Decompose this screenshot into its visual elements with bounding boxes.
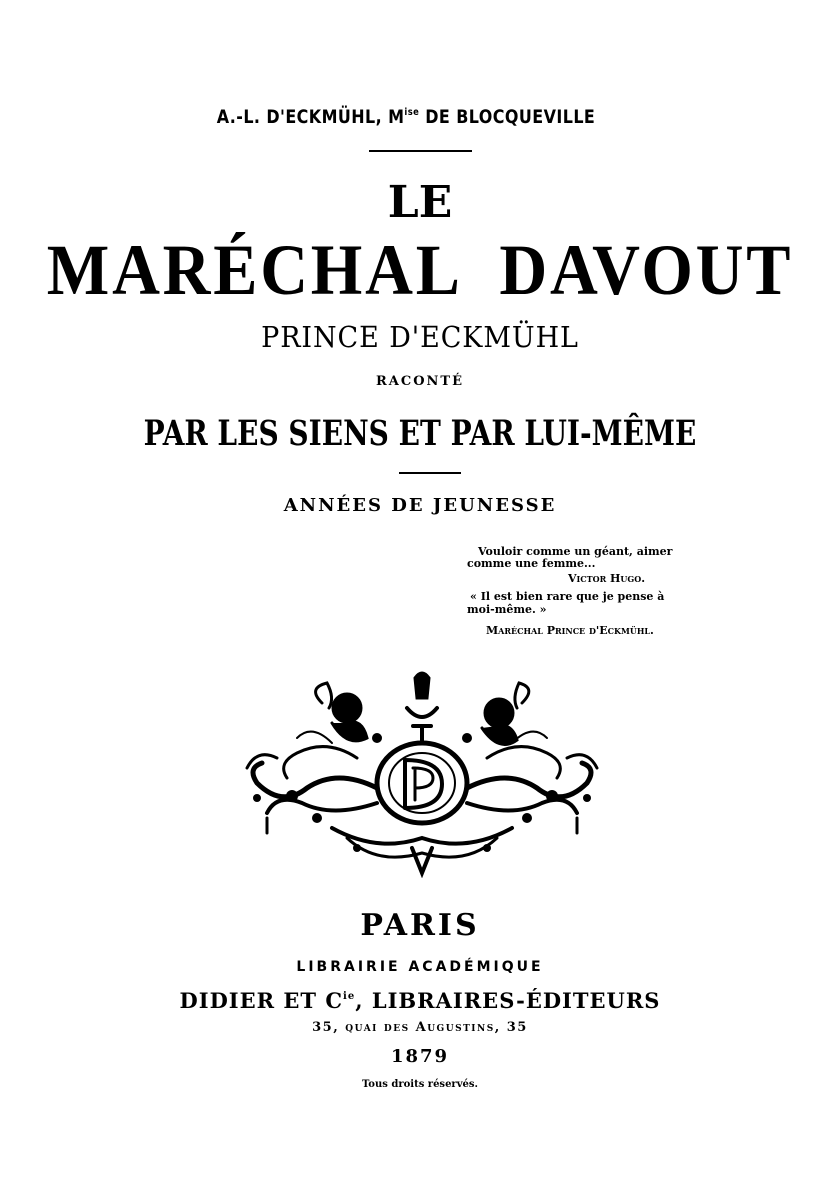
publishers-pre: DIDIER ET C <box>179 988 344 1013</box>
main-title <box>34 230 807 310</box>
epigraph-1-attribution: Victor Hugo. <box>568 572 646 585</box>
publishers-post: , LIBRAIRES-ÉDITEURS <box>355 988 661 1013</box>
epigraph-2-attribution: Maréchal Prince d'Eckmühl. <box>486 624 654 637</box>
top-divider <box>369 150 472 152</box>
publishers-sup: ie <box>343 991 356 1002</box>
printers-mark-ornament-icon <box>237 668 607 878</box>
author-name: A.-L. D'ECKMÜHL, M <box>216 106 405 128</box>
section-title: ANNÉES DE JEUNESSE <box>283 495 557 516</box>
epigraph-1-line-1: Vouloir comme un géant, aimer <box>478 545 673 558</box>
raconte-label: RACONTÉ <box>375 374 465 389</box>
author-name-rest: DE BLOCQUEVILLE <box>419 106 596 128</box>
par-les-siens-line: PAR LES SIENS ET PAR LUI-MÊME <box>143 413 697 454</box>
epigraph-2-line-1: « Il est bien rare que je pense à <box>470 590 665 603</box>
imprint-publishers <box>0 990 840 1011</box>
epigraph-2-line-2: moi-même. » <box>467 603 547 616</box>
imprint-city: PARIS <box>360 908 480 943</box>
main-title-word-1: MARÉCHAL <box>46 230 463 310</box>
author-title-sup: ise <box>404 107 420 118</box>
title-article: LE <box>387 177 453 228</box>
main-title-word-2: DAVOUT <box>499 230 794 310</box>
subtitle: PRINCE D'ECKMÜHL <box>261 320 579 354</box>
imprint-rights: Tous droits réservés. <box>362 1079 478 1090</box>
imprint-year: 1879 <box>390 1046 450 1067</box>
epigraph-1-line-2: comme une femme... <box>467 557 596 570</box>
author-line <box>53 108 759 127</box>
middle-divider <box>399 472 461 474</box>
imprint-publisher-line: LIBRAIRIE ACADÉMIQUE <box>296 959 544 975</box>
imprint-address: 35, quai des Augustins, 35 <box>312 1020 528 1035</box>
